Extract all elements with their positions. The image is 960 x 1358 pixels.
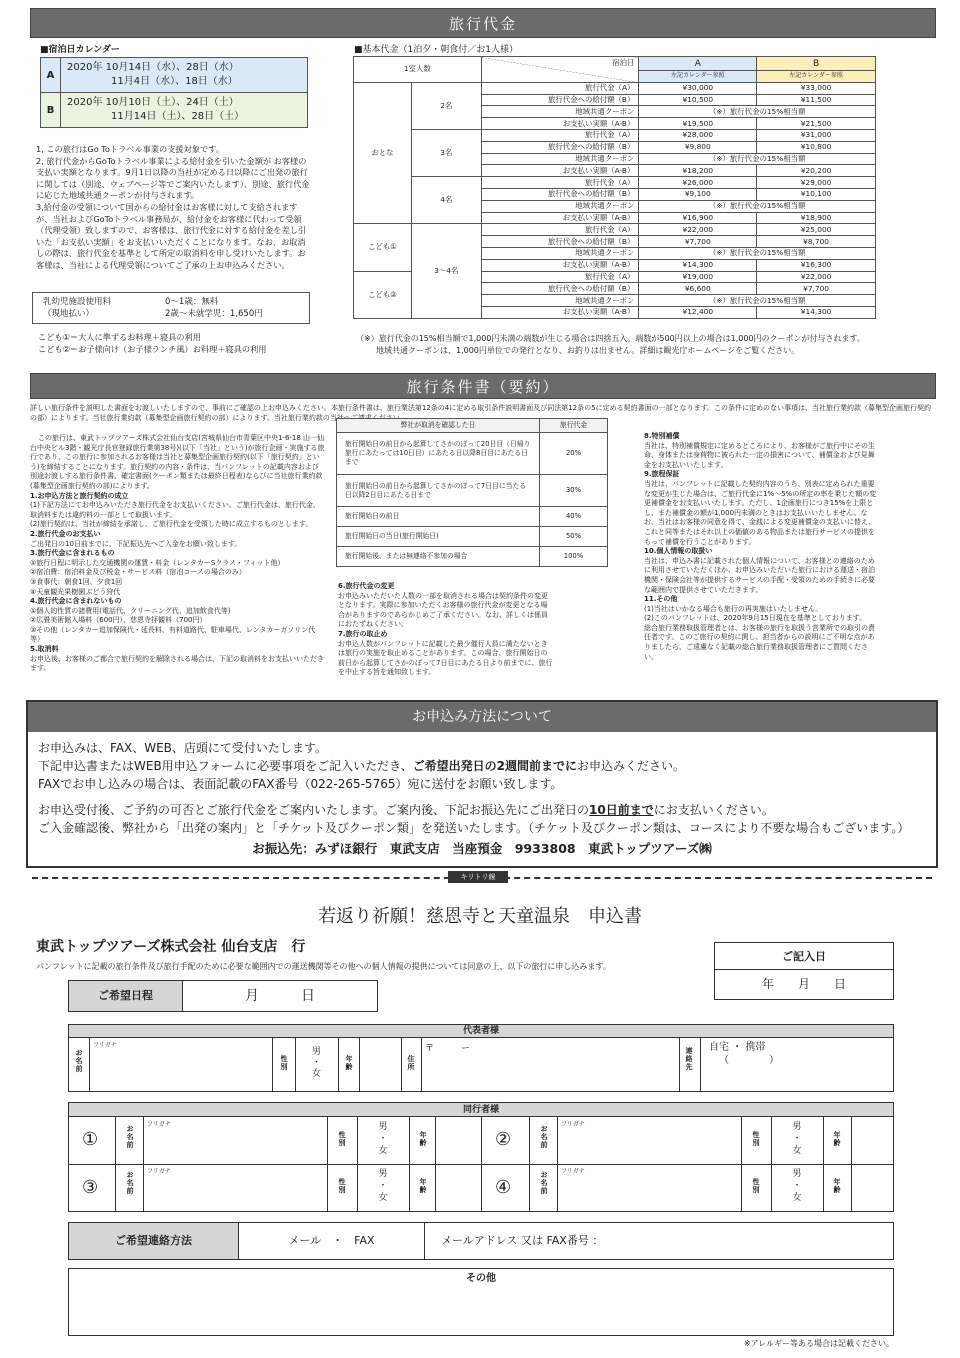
companion-1-gender[interactable]	[357, 1121, 409, 1157]
price-row-1-coupon: （※）旅行代金の15%相当額	[639, 153, 876, 165]
price-row-2-price-label: 旅行代金（A）	[481, 177, 639, 189]
cond-left-13: ②広畳美術館入場料（600円）、慈恩寺拝観料（700円）	[30, 616, 207, 625]
companion-1-gender-f: 女	[378, 1146, 388, 1156]
price-row-1-a-pay: ¥18,200	[639, 165, 757, 177]
companion-2-gender-f: 女	[792, 1146, 802, 1156]
cond-mid-2: 7.旅行の取止め	[338, 629, 388, 638]
group-adult: おとな	[354, 82, 412, 224]
cond-left-2: (1)下記方法にてお申込みいただき旅行代金をお支払いください。ご旅行代金は、旅行代金、取消料または違約料の一部として取扱います。	[30, 501, 320, 519]
rep-name-label: お名前	[75, 1049, 83, 1073]
price-row-2-a-pay: ¥16,900	[639, 212, 757, 224]
calendar-b-line2: 11月14日（土）、28日（土）	[111, 111, 245, 122]
rep-gender-dot: ・	[311, 1058, 321, 1068]
cancel-row-3-label: 旅行開始日の前日	[337, 507, 540, 527]
rep-address-label: 住所	[407, 1055, 415, 1071]
group-child2: こども②	[354, 271, 412, 318]
companion-2-number: ②	[495, 1129, 512, 1150]
companions-header: 同行者様	[69, 1103, 893, 1117]
price-row-3-coupon: （※）旅行代金の15%相当額	[639, 247, 876, 259]
cond-left-0: この旅行は、東武トップツアーズ株式会社仙台支店(宮城県仙台市青葉区中央1-6-18 山一仙台中央ビル3階・観光庁長官登録旅行業第38号)(以下「当社」という)が旅行企画・実施する旅行であり、この旅行に参加されるお客様は当社と募集型企画旅行契約(以下「旅行契約」という)を締結することになります。旅行契約の内容・条件は、当パンフレットの記載内容および別途お渡しする旅行条件書、確定書面(クーポン類または最終日程表)ならびに当社旅行業約款(募集型企画旅行契約の部)によります。	[30, 434, 325, 490]
calendar-b-line1: 2020年 10月10日（土）、24日（土）	[67, 97, 239, 108]
cancel-row-2-fee: 30%	[540, 475, 608, 507]
other-label: その他	[69, 1269, 893, 1289]
apply-line-2a: 下記申込書またはWEB用申込フォームに必要事項をご記入いただき、	[38, 759, 413, 773]
price-row-2-pay-label: お支払い実額（A-B）	[481, 212, 639, 224]
price-footnote-2: 地域共通クーポンは、1,000円単位での発行となり、お釣りは出ません。詳細は観光庁ホームページをご覧ください。	[376, 346, 800, 355]
rep-age-field[interactable]	[360, 1039, 400, 1091]
cond-left-1: 1.お申込方法と旅行契約の成立	[30, 491, 129, 500]
allergy-note: ※アレルギー等ある場合は記載ください。	[743, 1339, 894, 1348]
apply-line-4c: にお支払いください。	[653, 803, 774, 817]
infant-fee-box	[32, 292, 310, 324]
infant-fee-label1: 乳幼児施設使用料	[43, 297, 112, 307]
cond-left-11: 4.旅行代金に含まれないもの	[30, 597, 122, 606]
cond-right-7: (1)当社はいかなる場合も旅行の再実施はいたしません。	[644, 604, 823, 613]
price-row-0-benefit-label: 旅行代金への給付額（B）	[481, 94, 639, 106]
companion-1-age-field[interactable]	[436, 1118, 480, 1163]
companion-2-age-field[interactable]	[852, 1118, 894, 1163]
child-note-1: こども①＝大人に準ずるお料理＋寝具の利用	[38, 332, 201, 342]
calendar-label-b: B	[41, 93, 61, 128]
apply-line-2b: ご希望出発日の2週間前までに	[412, 759, 577, 773]
rep-contact-paren: （ ）	[719, 1055, 779, 1066]
price-row-1-coupon-label: 地域共通クーポン	[481, 153, 639, 165]
companion-4-gender-label: 性別	[752, 1178, 760, 1194]
cond-mid-0: 6.旅行代金の変更	[338, 582, 395, 590]
contact-method-address[interactable]: メールアドレス 又は FAX番号 ：	[441, 1234, 604, 1247]
companion-4-furigana: フリガナ	[561, 1168, 585, 1175]
price-row-0-a-benefit: ¥10,500	[639, 94, 757, 106]
price-note-1: 1, この旅行はGo Toトラベル事業の支援対象です。	[36, 144, 224, 154]
cond-mid-3: お申込人数がパンフレットに記載した最少催行人員に満たないときは旅行の実施を取止めることがあります。この場合、旅行開始日の前日から起算してさかのぼって7日目にあたる日より前までに、旅行を中止する旨を通知致します。	[338, 639, 553, 677]
cond-left-7: ①旅行日程に明示した交通機関の運賃・料金（レンタカーSクラス・フィット他）	[30, 558, 285, 567]
cond-left-16: お申込後、お客様のご都合で旅行契約を解除される場合は、下記の取消料をお支払いいただきます。	[30, 654, 324, 673]
companion-2-name-field[interactable]	[561, 1127, 739, 1163]
price-row-4-a-pay: ¥12,400	[639, 306, 757, 318]
companion-1-name-field[interactable]	[147, 1127, 325, 1163]
conditions-right	[644, 432, 880, 662]
companion-4-gender-m: 男	[792, 1169, 802, 1179]
child-note-2: こども②＝お子様向け（お子様ランチ風）お料理＋寝具の利用	[38, 343, 267, 354]
companions-box	[68, 1102, 894, 1212]
price-banner: 旅行代金	[30, 8, 936, 38]
price-row-0-a-pay: ¥19,500	[639, 118, 757, 130]
companion-4-number: ④	[495, 1177, 512, 1198]
price-row-4-pay-label: お支払い実額（A-B）	[481, 306, 639, 318]
rep-gender-label: 性別	[280, 1055, 288, 1071]
companion-1-gender-m: 男	[378, 1122, 388, 1132]
price-row-3-a-benefit: ¥7,700	[639, 236, 757, 248]
companion-3-furigana: フリガナ	[147, 1168, 171, 1175]
group-n4: 4名	[411, 177, 481, 224]
companion-2-gender-label: 性別	[752, 1131, 760, 1147]
conditions-middle	[338, 582, 553, 678]
cancel-header-date: 弊社が取消を確認した日	[337, 419, 540, 433]
companion-2-gender[interactable]	[771, 1121, 823, 1157]
price-row-4-a-price: ¥19,000	[639, 271, 757, 283]
price-table-title: ■基本代金（1泊夕・朝食付／お1人様）	[354, 45, 518, 55]
price-row-4-a-benefit: ¥6,600	[639, 283, 757, 295]
apply-line-4a: お申込受付後、ご予約の可否とご旅行代金をご案内いたします。ご案内後、下記お振込先にご出発日の	[38, 803, 590, 817]
price-row-4-b-price: ¥22,000	[757, 271, 876, 283]
contact-method-box	[68, 1222, 894, 1260]
price-row-1-price-label: 旅行代金（A）	[481, 129, 639, 141]
companion-3-name-field[interactable]	[147, 1174, 325, 1210]
cond-left-3: (2)旅行契約は、当社が締結を承諾し、ご旅行代金を受領した時に成立するものとします。	[30, 520, 313, 529]
conditions-left	[30, 434, 325, 674]
companion-3-name-label: お名前	[126, 1171, 134, 1195]
cond-left-9: ③食事代：朝食1回、夕食1回	[30, 577, 123, 586]
calendar-a-line1: 2020年 10月14日（水）、28日（水）	[67, 62, 239, 73]
companion-1-gender-label: 性別	[338, 1131, 346, 1147]
entry-date-label: ご記入日	[715, 943, 893, 970]
cond-right-5: 当社は、申込み書に記載された個人情報について、お客様との連絡のために利用させていただくほか、お申込みいただいた旅行における運送・宿泊機関・保険会社等が提供するサービスの手配・受領のための手続きに必要な範囲内で提供させていただきます。	[644, 556, 875, 594]
infant-fee-value1: 0～1歳：無料	[165, 297, 219, 307]
companion-4-age-field[interactable]	[852, 1165, 894, 1211]
cond-left-12: ①個人的性質の諸費用(電話代、クリーニング代、追加飲食代等)	[30, 606, 231, 615]
price-row-1-benefit-label: 旅行代金への給付額（B）	[481, 141, 639, 153]
rep-postal[interactable]: 〒 ー	[425, 1044, 471, 1054]
companion-1-age-label: 年齢	[419, 1131, 427, 1147]
price-row-0-b-benefit: ¥11,500	[757, 94, 876, 106]
representative-box	[68, 1024, 894, 1092]
cancel-row-4-fee: 50%	[540, 527, 608, 547]
cond-right-6: 11.その他	[644, 595, 678, 604]
contact-method-choice[interactable]: メール ・ FAX	[239, 1223, 425, 1259]
cut-line-label: キリトリ線	[448, 871, 508, 883]
price-row-1-a-price: ¥28,000	[639, 129, 757, 141]
price-notes	[36, 144, 310, 272]
apply-line-4b: 10日前まで	[589, 803, 654, 817]
cancel-row-2-label: 旅行開始日の前日から起算してさかのぼって7日目に当たる日以降2日目にあたる日まで	[337, 475, 540, 507]
apply-line-5: ご入金確認後、弊社から「出発の案内」と「チケット及びクーポン類」を発送いたします。（チケット及びクーポン類は、コースにより不要な場合もございます。）	[38, 821, 910, 835]
apply-method-banner: お申込み方法について	[28, 702, 936, 732]
companion-1-furigana: フリガナ	[147, 1121, 171, 1128]
price-row-1-a-benefit: ¥9,800	[639, 141, 757, 153]
infant-fee-value2: 2歳～未就学児：1,650円	[165, 309, 263, 319]
price-row-0-pay-label: お支払い実額（A-B）	[481, 118, 639, 130]
contact-method-label: ご希望連絡方法	[69, 1223, 239, 1259]
group-n3: 3名	[411, 129, 481, 176]
col-a-header: A	[639, 57, 757, 71]
price-row-3-a-price: ¥22,000	[639, 224, 757, 236]
rep-gender-f: 女	[311, 1069, 321, 1079]
form-addressee: 東武トップツアーズ株式会社 仙台支店 行	[36, 939, 306, 955]
bank-info: お振込先：みずほ銀行 東武支店 当座預金 9933808 東武トップツアーズ㈱	[252, 841, 712, 856]
cancel-row-3-fee: 40%	[540, 507, 608, 527]
entry-date-box	[714, 942, 894, 1000]
group-n34: 3～4名	[411, 224, 481, 318]
apply-line-1: お申込みは、FAX、WEB、店頭にて受付いたします。	[38, 741, 327, 755]
cancel-row-1-label: 旅行開始日の前日から起算してさかのぼって20日目（日帰り旅行にあたっては10日目）にあたる日以降8日目にあたる日まで	[337, 433, 540, 475]
conditions-intro: 詳しい旅行条件を説明した書面をお渡しいたしますので、事前にご確認の上お申込みください。本旅行条件書は、旅行業法第12条の4に定める取引条件説明書面及び同法第12条の5に定める契約書面の一部となります。この条件に定めのない事項は、当社旅行業約款（募集型企画旅行契約の部）によります。当社旅行業約款（募集型企画旅行契約の部）によります。当社旅行業約款の当社へご請求ください。	[30, 404, 932, 422]
conditions-banner: 旅行条件書（要約）	[30, 373, 936, 399]
entry-date-value[interactable]: 年 月 日	[761, 977, 846, 991]
companion-1-number: ①	[82, 1129, 99, 1150]
companion-4-gender-dot: ・	[792, 1181, 802, 1191]
calendar-label-a: A	[41, 58, 61, 93]
infant-fee-label2: （現地払い）	[43, 309, 95, 319]
price-row-3-price-label: 旅行代金（A）	[481, 224, 639, 236]
price-row-2-b-price: ¥29,000	[757, 177, 876, 189]
cond-left-15: 5.取消料	[30, 645, 59, 654]
companion-1-gender-dot: ・	[378, 1134, 388, 1144]
companion-3-gender-dot: ・	[378, 1181, 388, 1191]
rep-furigana: フリガナ	[93, 1042, 117, 1049]
col-b-sub: 左記カレンダー参照	[757, 71, 876, 83]
price-note-3: 3,給付金の受領について国からの給付金はお客様に対して支給されますが、当社およびGoToトラベル事務局が、給付金をお客様に代わって受領（代理受領）致しますので、お客様は、旅行代金に対する給付金を差し引いた「お支払い実額」をお支払いいただくことになります。なお、お取消しの際は、旅行代金を基準として所定の取消料を申し受けいたします。お客様は、当社による代理受領についてご了承の上お申込みください。	[36, 201, 307, 270]
price-row-2-b-benefit: ¥10,100	[757, 188, 876, 200]
cond-right-4: 10.個人情報の取扱い	[644, 547, 713, 556]
companion-4-name-field[interactable]	[561, 1174, 739, 1210]
price-row-0-price-label: 旅行代金（A）	[481, 82, 639, 94]
companion-4-age-label: 年齢	[833, 1178, 841, 1194]
companion-3-age-field[interactable]	[436, 1165, 480, 1211]
calendar-table	[40, 57, 308, 128]
companion-3-gender-label: 性別	[338, 1178, 346, 1194]
cond-right-9: 総合旅行業務取扱管理者とは、お客様の旅行を取扱う営業所での取引の責任者です。このご旅行の契約に関し、担当者からの説明にご不明な点がありましたら、ご遠慮なく記載の総合旅行業務取扱管理者にご質問ください。	[644, 623, 875, 661]
price-row-1-pay-label: お支払い実額（A-B）	[481, 165, 639, 177]
cond-mid-1: お申込みいただいた人数の一部を取消される場合は契約条件の変更となります。実際に参加いただくお客様の旅行代金が変更となる場合がありますのであらかじめご了承ください。なお、詳しくは係員におたずねください。	[338, 591, 548, 629]
other-box	[68, 1268, 894, 1336]
cond-right-2: 9.旅程保証	[644, 470, 680, 479]
companion-3-gender-m: 男	[378, 1169, 388, 1179]
price-row-3-pay-label: お支払い実額（A-B）	[481, 259, 639, 271]
companion-3-age-label: 年齢	[419, 1178, 427, 1194]
price-row-3-benefit-label: 旅行代金への給付額（B）	[481, 236, 639, 248]
price-row-4-b-benefit: ¥7,700	[757, 283, 876, 295]
rep-header: 代表者様	[69, 1025, 893, 1038]
rep-contact-field[interactable]	[709, 1041, 779, 1067]
cond-left-6: 3.旅行代金に含まれるもの	[30, 549, 115, 558]
companion-4-gender-f: 女	[792, 1193, 802, 1203]
price-row-0-b-price: ¥33,000	[757, 82, 876, 94]
price-row-4-benefit-label: 旅行代金への給付額（B）	[481, 283, 639, 295]
price-table	[353, 56, 876, 319]
companion-2-name-label: お名前	[540, 1125, 548, 1149]
price-row-3-b-price: ¥25,000	[757, 224, 876, 236]
price-row-0-coupon-label: 地域共通クーポン	[481, 106, 639, 118]
cancel-header-fee: 旅行代金	[540, 419, 608, 433]
col-a-sub: 左記カレンダー参照	[639, 71, 757, 83]
cancel-row-4-label: 旅行開始日の当日(旅行開始日)	[337, 527, 540, 547]
price-row-2-a-benefit: ¥9,100	[639, 188, 757, 200]
price-row-3-a-pay: ¥14,300	[639, 259, 757, 271]
price-row-2-b-pay: ¥18,900	[757, 212, 876, 224]
cancel-row-1-fee: 20%	[540, 433, 608, 475]
apply-method-box	[26, 700, 938, 868]
price-row-0-b-pay: ¥21,500	[757, 118, 876, 130]
rep-name-field[interactable]	[93, 1049, 269, 1089]
cond-left-14: ③その他（レンタカー追加保険代・延長料、有料道路代、駐車場代、レンタカーガソリン代等）	[30, 625, 316, 644]
cond-right-3: 当社は、パンフレットに記載した契約内容のうち、別表に定められた重要な変更が生じた場合は、ご旅行代金に1%～5%の所定の率を乗じた額の変更補償金をお支払いいたします。ただし、1企画旅行につき15%を上限とし、また補償金の額が1,000円未満のときはお支払いいたしません。なお、当社はお客様の同意を得て、金銭による変更補償金の支払いに替え、これと同等またはそれ以上の価値のある物品または旅行サービスの提供をもって補償を行うことがあります。	[644, 479, 877, 546]
other-field[interactable]	[69, 1289, 893, 1335]
companion-3-gender[interactable]	[357, 1168, 409, 1204]
price-row-2-coupon-label: 地域共通クーポン	[481, 200, 639, 212]
companion-3-gender-f: 女	[378, 1193, 388, 1203]
price-row-0-a-price: ¥30,000	[639, 82, 757, 94]
rep-contact-label: 連絡先	[685, 1047, 693, 1071]
price-footnote-1: （※）旅行代金の15%相当額で1,000円未満の端数が生じる場合は四捨五入。端数が500円以上の場合は1,000円のクーポンが付与されます。	[356, 334, 865, 343]
price-row-2-coupon: （※）旅行代金の15%相当額	[639, 200, 876, 212]
calendar-title: ■宿泊日カレンダー	[40, 45, 120, 55]
col-b-header: B	[757, 57, 876, 71]
price-row-4-coupon: （※）旅行代金の15%相当額	[639, 295, 876, 307]
price-row-4-b-pay: ¥14,300	[757, 306, 876, 318]
wish-date-box	[68, 980, 378, 1012]
companion-2-furigana: フリガナ	[561, 1121, 585, 1128]
companion-3-number: ③	[82, 1177, 99, 1198]
price-row-3-b-benefit: ¥8,700	[757, 236, 876, 248]
cond-left-4: 2.旅行代金のお支払い	[30, 529, 101, 538]
companion-2-age-label: 年齢	[833, 1131, 841, 1147]
price-row-2-benefit-label: 旅行代金への給付額（B）	[481, 188, 639, 200]
rep-contact-value: 自宅 ・ 携帯	[709, 1042, 766, 1053]
cond-right-0: 8.特別補償	[644, 432, 680, 440]
price-row-2-a-price: ¥26,000	[639, 177, 757, 189]
companion-2-gender-m: 男	[792, 1122, 802, 1132]
cond-right-1: 当社は、特別補償規定に定めるところにより、お客様がご旅行中にその生命、身体または身荷物に被られた一定の損害について、補償金および見舞金をお支払いいたします。	[644, 441, 875, 469]
form-title: 若返り祈願！慈恩寺と天童温泉 申込書	[318, 906, 642, 927]
price-row-1-b-benefit: ¥10,800	[757, 141, 876, 153]
cond-left-8: ②宿泊費：宿泊料金及び税金・サービス料（宿泊コースの場合のみ）	[30, 568, 246, 577]
room-count-header: 1室人数	[354, 57, 482, 83]
date-header: 宿泊日	[612, 58, 635, 67]
price-note-2: 2, 旅行代金からGoToトラベル事業による給付金を引いた金額が お客様の支払い実額となります。9月1日以降の当社が定める日以降にご出発の旅行に関しては（別途、ウェブページ等でご案内いたします）、別途、旅行代金に応じた地域共通クーポンが付与されます。	[36, 155, 310, 201]
cancel-row-5-label: 旅行開始後、または無連絡不参加の場合	[337, 547, 540, 567]
price-row-0-coupon: （※）旅行代金の15%相当額	[639, 106, 876, 118]
wish-date-label: ご希望日程	[69, 981, 183, 1011]
rep-gender-select[interactable]	[295, 1047, 338, 1080]
price-row-1-b-price: ¥31,000	[757, 129, 876, 141]
cond-left-5: ご出発日の10日前までに、下記振込先へご入金をお願い致します。	[30, 539, 242, 548]
companion-4-gender[interactable]	[771, 1168, 823, 1204]
group-child1: こども①	[354, 224, 412, 271]
cancel-fee-table	[336, 418, 608, 567]
price-row-1-b-pay: ¥20,200	[757, 165, 876, 177]
cond-right-8: (2)このパンフレットは、2020年9月15日現在を基準としております。	[644, 614, 867, 623]
rep-age-label: 年齢	[345, 1055, 353, 1071]
price-row-3-coupon-label: 地域共通クーポン	[481, 247, 639, 259]
wish-date-value[interactable]: 月 日	[245, 988, 315, 1004]
price-row-4-coupon-label: 地域共通クーポン	[481, 295, 639, 307]
price-row-3-b-pay: ¥16,300	[757, 259, 876, 271]
apply-line-2c: お申込みください。	[576, 759, 685, 773]
group-n2: 2名	[411, 82, 481, 129]
calendar-a-line2: 11月4日（水）、18日（水）	[111, 76, 238, 87]
price-row-4-price-label: 旅行代金（A）	[481, 271, 639, 283]
companion-4-name-label: お名前	[540, 1171, 548, 1195]
companion-2-gender-dot: ・	[792, 1134, 802, 1144]
cancel-row-5-fee: 100%	[540, 547, 608, 567]
rep-gender-m: 男	[311, 1047, 321, 1057]
cond-left-10: ④天童観光果樹園ぶどう狩代	[30, 587, 121, 596]
companion-1-name-label: お名前	[126, 1125, 134, 1149]
apply-line-3: FAXでお申し込みの場合は、表面記載のFAX番号（022-265-5765）宛に送付をお願い致します。	[38, 777, 563, 791]
form-consent: パンフレットに記載の旅行条件及び旅行手配のために必要な範囲内での運送機関等その他への個人情報の提供については同意の上、以下の旅行に申し込みます。	[36, 962, 611, 971]
